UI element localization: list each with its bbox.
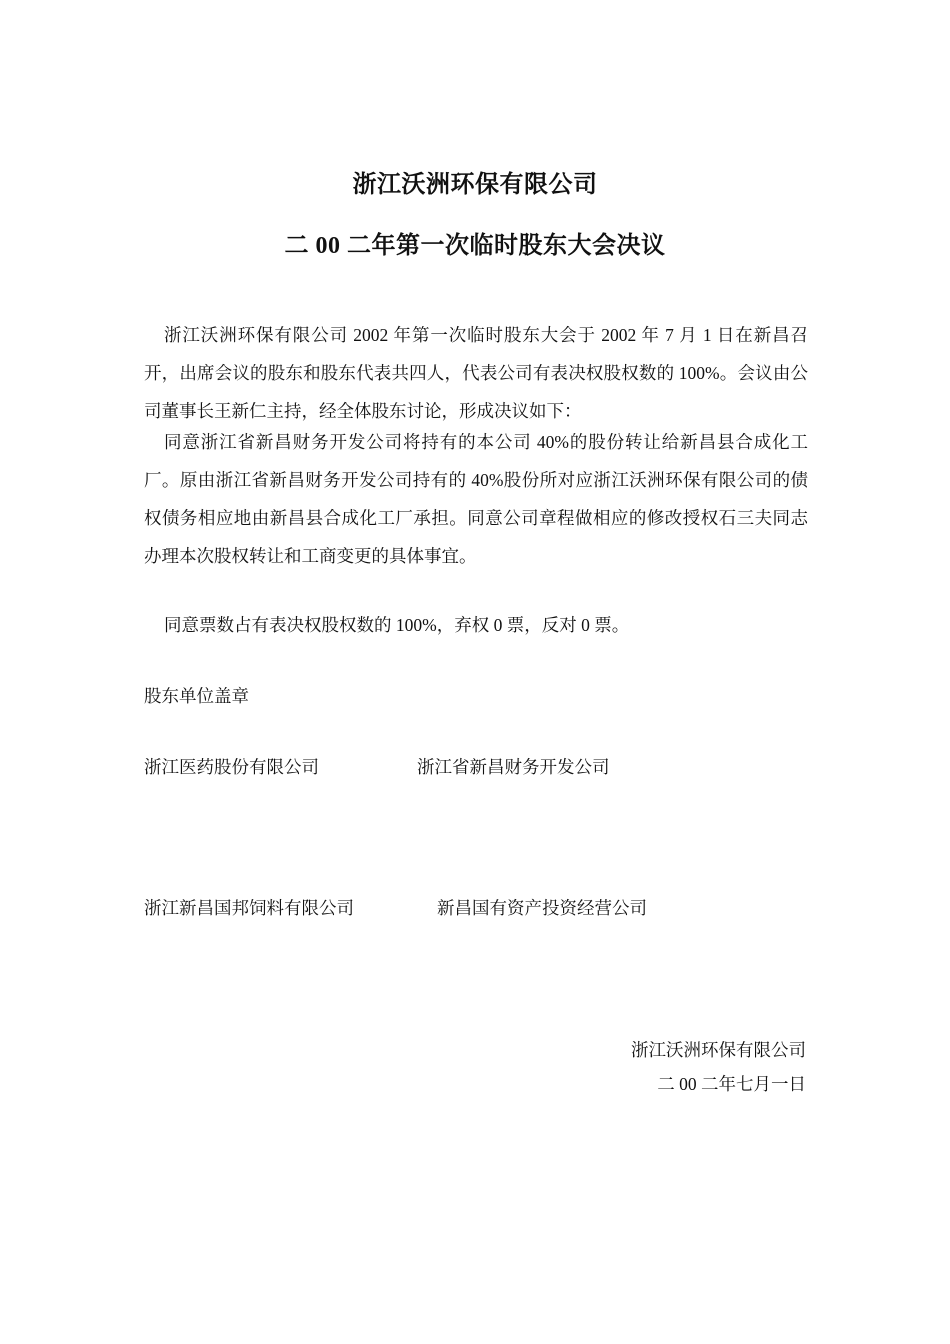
intro-paragraph: 浙江沃洲环保有限公司 2002 年第一次临时股东大会于 2002 年 7 月 1 日在新昌召开，出席会议的股东和股东代表共四人，代表公司有表决权股权数的 100%。会议由公司董事长王新仁主持，经全体股东讨论，形成决议如下：: [144, 325, 808, 421]
signature-company: 浙江沃洲环保有限公司: [631, 1040, 806, 1060]
shareholder-name: 新昌国有资产投资经营公司: [437, 898, 647, 918]
seal-label: 股东单位盖章: [144, 686, 249, 706]
vote-result: 同意票数占有表决权股权数的 100%，弃权 0 票，反对 0 票。: [164, 615, 630, 635]
signature-date: 二 00 二年七月一日: [657, 1074, 806, 1094]
shareholder-name: 浙江省新昌财务开发公司: [417, 757, 610, 777]
company-title: 浙江沃洲环保有限公司: [352, 172, 598, 198]
shareholder-name: 浙江医药股份有限公司: [144, 757, 319, 777]
resolution-paragraph: 同意浙江省新昌财务开发公司将持有的本公司 40%的股份转让给新昌县合成化工厂。原由浙江省新昌财务开发公司持有的 40%股份所对应浙江沃洲环保有限公司的债权债务相应地由新昌县合成化工厂承担。同意公司章程做相应的修改授权石三夫同志办理本次股权转让和工商变更的具体事宜。: [144, 432, 808, 566]
shareholder-name: 浙江新昌国邦饲料有限公司: [144, 898, 354, 918]
resolution-title: 二 00 二年第一次临时股东大会决议: [284, 233, 666, 259]
